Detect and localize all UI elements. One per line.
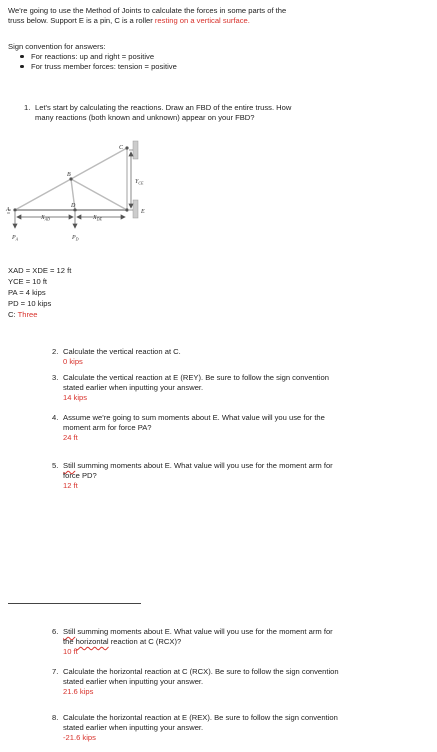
dimension-label-xde: $X_{DE}$ [93, 215, 103, 222]
question-text [63, 713, 338, 743]
question-line-text: the [63, 636, 76, 646]
question-number: 7. [52, 667, 59, 676]
question-line [63, 627, 333, 637]
question-line: Let's start by calculating the reactions. Draw an FBD of the entire truss. How [35, 103, 292, 112]
question-number: 8. [52, 713, 59, 722]
sign-convention [8, 42, 428, 72]
question-line [63, 461, 333, 471]
question-line: Calculate the horizontal reaction at C (RCX). Be sure to follow the sign convention [63, 667, 339, 676]
answer-1 [8, 309, 208, 320]
question-line-text: reaction at C (RCX)? [108, 636, 182, 646]
question-line: stated earlier when inputting your answer. [63, 676, 204, 686]
sign-convention-list [8, 52, 428, 72]
given-value: PA = 4 kips [8, 288, 46, 297]
question-number: 3. [52, 373, 59, 382]
joint-label-e: E [141, 209, 145, 215]
question-number: 4. [52, 413, 59, 422]
intro-line-2 [8, 16, 433, 26]
joint-label-c: C [119, 145, 124, 151]
answer-1-prefix: C: [8, 310, 18, 319]
question-text [35, 103, 291, 123]
answer-1-value: Three [17, 310, 38, 319]
question-line: Calculate the vertical reaction at C. [63, 347, 181, 356]
dimension-label-yce: $Y_{CE}$ [135, 179, 144, 186]
still-word: Still [63, 627, 76, 636]
still-word: Still [63, 461, 76, 470]
question-line: Calculate the vertical reaction at E (REY). Be sure to follow the sign convention [63, 373, 329, 382]
sign-convention-item: For truss member forces: tension = positive [8, 62, 428, 72]
answer-value: 12 ft [63, 480, 78, 490]
question-line: Calculate the horizontal reaction at E (REX). Be sure to follow the sign convention [63, 713, 338, 722]
sign-convention-item: For reactions: up and right = positive [8, 52, 428, 62]
answer-value: 0 kips [63, 356, 83, 366]
load-label-pd: $P_D$ [72, 235, 79, 242]
answer-value: 10 ft [63, 646, 78, 656]
intro-paragraph [8, 6, 433, 26]
question-text [63, 627, 333, 657]
answer-value: 14 kips [63, 392, 88, 402]
answer-value: 21.6 kips [63, 686, 94, 696]
truss-figure [5, 137, 165, 249]
load-label-pa: $P_A$ [12, 235, 19, 242]
sign-convention-heading: Sign convention for answers: [8, 42, 106, 51]
question-line-text: summing moments about E. What value will you use for the moment arm for [75, 461, 333, 470]
given-value: PD = 10 kips [8, 299, 52, 308]
question-text [63, 461, 333, 491]
question-text [63, 347, 181, 367]
question-line: stated earlier when inputting your answer. [63, 722, 204, 732]
joint-label-d: D [71, 203, 76, 209]
question-text [63, 373, 329, 403]
answer-value: -21.6 kips [63, 732, 96, 742]
question-line: Assume we're going to sum moments about E. What value will you use for the [63, 413, 325, 422]
joint-label-a: A [6, 207, 10, 213]
question-line-text: summing moments about E. What value will you use for the moment arm for [75, 627, 333, 636]
question-line [63, 637, 333, 647]
horizontal-word: horizontal [75, 636, 109, 646]
divider-line [8, 603, 141, 604]
question-number: 5. [52, 461, 59, 470]
given-values [8, 265, 208, 320]
given-value: YCE = 10 ft [8, 277, 48, 286]
question-text [63, 413, 325, 443]
dimension-label-xad: $X_{AD}$ [41, 215, 51, 222]
question-number: 1. [24, 103, 31, 112]
question-line: moment arm for force PA? [63, 422, 152, 432]
joint-label-b: B [67, 172, 71, 178]
answer-value: 24 ft [63, 432, 78, 442]
intro-line-1: We're going to use the Method of Joints to calculate the forces in some parts of the [8, 6, 287, 15]
question-line: stated earlier when inputting your answer. [63, 382, 204, 392]
question-line: force PD? [63, 470, 97, 480]
given-value: XAD = XDE = 12 ft [8, 266, 72, 275]
question-number: 6. [52, 627, 59, 636]
intro-line-2-text: truss below. Support E is a pin, C is a roller [8, 15, 155, 25]
question-line: many reactions (both known and unknown) appear on your FBD? [35, 112, 255, 122]
question-number: 2. [52, 347, 59, 356]
question-text [63, 667, 339, 697]
intro-line-2-highlight: resting on a vertical surface. [154, 15, 250, 25]
